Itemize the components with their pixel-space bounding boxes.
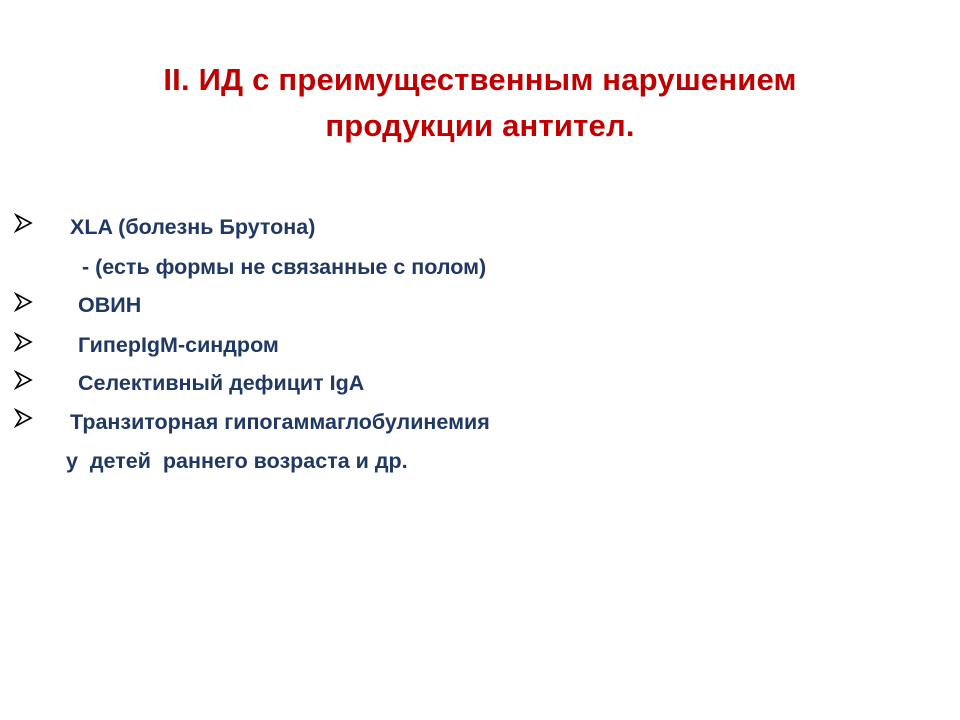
list-item-hyper-igm: ГиперIgM-синдром — [78, 333, 279, 357]
arrow-bullet-icon — [14, 370, 36, 392]
arrow-bullet-icon — [14, 292, 36, 314]
slide-title-line-2: продукции антител. — [325, 108, 635, 143]
arrow-bullet-icon — [14, 213, 36, 235]
list-item-continuation-children: у детей раннего возраста и др. — [66, 449, 408, 473]
slide-title-line-1: II. ИД с преимущественным нарушением — [163, 62, 797, 97]
list-item-xla: XLA (болезнь Брутона) — [70, 215, 316, 239]
arrow-bullet-icon — [14, 408, 36, 430]
list-item-selective-iga: Селективный дефицит IgA — [78, 371, 365, 395]
list-item-continuation-forms: - (есть формы не связанные с полом) — [82, 255, 487, 279]
arrow-bullet-icon — [14, 332, 36, 354]
list-item-transient-hypogamma: Транзиторная гипогаммаглобулинемия — [70, 410, 490, 434]
list-item-ovin: ОВИН — [78, 293, 142, 317]
